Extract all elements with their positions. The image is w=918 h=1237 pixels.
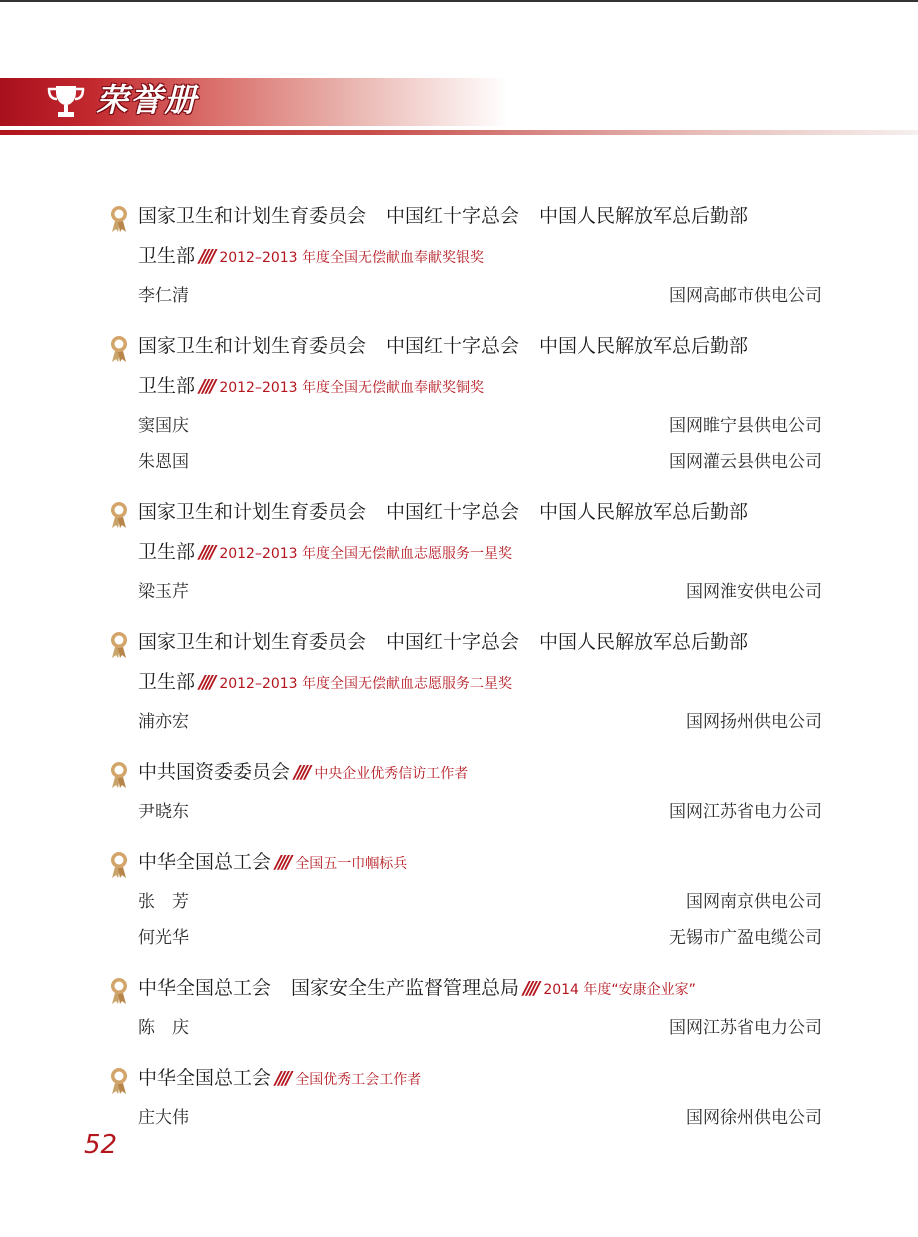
slash-divider: //// [275, 852, 290, 873]
section-heading-line2: 卫生部 //// 2012–2013 年度全国无偿献血志愿服务二星奖 [138, 662, 822, 704]
slash-divider: //// [294, 762, 309, 783]
top-rule [0, 0, 918, 2]
section-heading: 国家卫生和计划生育委员会 中国红十字总会 中国人民解放军总后勤部 [138, 205, 749, 227]
award-title: 2012–2013 年度全国无偿献血志愿服务一星奖 [219, 546, 513, 562]
section-heading: 中华全国总工会 国家安全生产监督管理总局 //// 2014 年度“安康企业家” [138, 968, 822, 1010]
section-heading: 国家卫生和计划生育委员会 中国红十字总会 中国人民解放军总后勤部 [138, 501, 749, 523]
slash-divider: //// [199, 246, 214, 267]
medal-icon [108, 335, 130, 363]
section-heading-line2: 卫生部 //// 2012–2013 年度全国无偿献血志愿服务一星奖 [138, 532, 822, 574]
recipient-org: 国网扬州供电公司 [686, 712, 822, 732]
honor-section [108, 752, 822, 830]
slash-divider: //// [199, 672, 214, 693]
recipient-row [138, 920, 822, 956]
slash-divider: //// [523, 978, 538, 999]
honor-section [108, 492, 822, 610]
recipient-name: 陈 庆 [138, 1018, 189, 1038]
recipient-name: 梁玉芹 [138, 582, 189, 602]
recipient-org: 国网江苏省电力公司 [669, 1018, 822, 1038]
recipient-name: 浦亦宏 [138, 712, 189, 732]
recipient-row [138, 794, 822, 830]
section-heading-line2: 卫生部 //// 2012–2013 年度全国无偿献血奉献奖铜奖 [138, 366, 822, 408]
medal-icon [108, 851, 130, 879]
medal-icon [108, 761, 130, 789]
slash-divider: //// [199, 376, 214, 397]
award-title: 2014 年度“安康企业家” [543, 982, 696, 998]
header-underline [0, 130, 918, 135]
recipient-org: 国网睢宁县供电公司 [669, 416, 822, 436]
honor-section [108, 968, 822, 1046]
recipient-org: 国网淮安供电公司 [686, 582, 822, 602]
recipient-org: 国网徐州供电公司 [686, 1108, 822, 1128]
recipient-name: 窦国庆 [138, 416, 189, 436]
recipient-row [138, 408, 822, 444]
award-title: 2012–2013 年度全国无偿献血志愿服务二星奖 [219, 676, 513, 692]
section-heading: 国家卫生和计划生育委员会 中国红十字总会 中国人民解放军总后勤部 [138, 335, 749, 357]
honor-section [108, 842, 822, 956]
recipient-org: 国网灌云县供电公司 [669, 452, 822, 472]
recipient-org: 国网高邮市供电公司 [669, 286, 822, 306]
recipient-name: 庄大伟 [138, 1108, 189, 1128]
award-title: 中央企业优秀信访工作者 [314, 766, 469, 782]
recipient-name: 李仁清 [138, 286, 189, 306]
award-title: 2012–2013 年度全国无偿献血奉献奖银奖 [219, 250, 485, 266]
recipient-row [138, 1100, 822, 1136]
honor-section [108, 196, 822, 314]
page-title: 荣誉册 [96, 81, 199, 119]
medal-icon [108, 205, 130, 233]
recipient-row [138, 884, 822, 920]
recipient-name: 尹晓东 [138, 802, 189, 822]
recipient-org: 无锡市广盈电缆公司 [669, 928, 822, 948]
section-heading: 中华全国总工会 //// 全国五一巾帼标兵 [138, 842, 822, 884]
medal-icon [108, 501, 130, 529]
recipient-row [138, 1010, 822, 1046]
slash-divider: //// [275, 1068, 290, 1089]
recipient-name: 张 芳 [138, 892, 189, 912]
section-heading: 中共国资委委员会 //// 中央企业优秀信访工作者 [138, 752, 822, 794]
honor-section [108, 622, 822, 740]
recipient-name: 何光华 [138, 928, 189, 948]
award-title: 全国优秀工会工作者 [295, 1072, 422, 1088]
honor-section [108, 1058, 822, 1136]
honor-list [108, 196, 822, 1148]
recipient-row [138, 704, 822, 740]
section-heading-line2: 卫生部 //// 2012–2013 年度全国无偿献血奉献奖银奖 [138, 236, 822, 278]
section-heading: 中华全国总工会 //// 全国优秀工会工作者 [138, 1058, 822, 1100]
slash-divider: //// [199, 542, 214, 563]
award-title: 2012–2013 年度全国无偿献血奉献奖铜奖 [219, 380, 485, 396]
medal-icon [108, 977, 130, 1005]
trophy-icon [44, 82, 88, 122]
medal-icon [108, 1067, 130, 1095]
recipient-row [138, 574, 822, 610]
award-title: 全国五一巾帼标兵 [295, 856, 408, 872]
recipient-row [138, 444, 822, 480]
recipient-row [138, 278, 822, 314]
section-heading: 国家卫生和计划生育委员会 中国红十字总会 中国人民解放军总后勤部 [138, 631, 749, 653]
page-number: 52 [84, 1130, 118, 1160]
recipient-org: 国网江苏省电力公司 [669, 802, 822, 822]
recipient-name: 朱恩国 [138, 452, 189, 472]
honor-section [108, 326, 822, 480]
medal-icon [108, 631, 130, 659]
recipient-org: 国网南京供电公司 [686, 892, 822, 912]
